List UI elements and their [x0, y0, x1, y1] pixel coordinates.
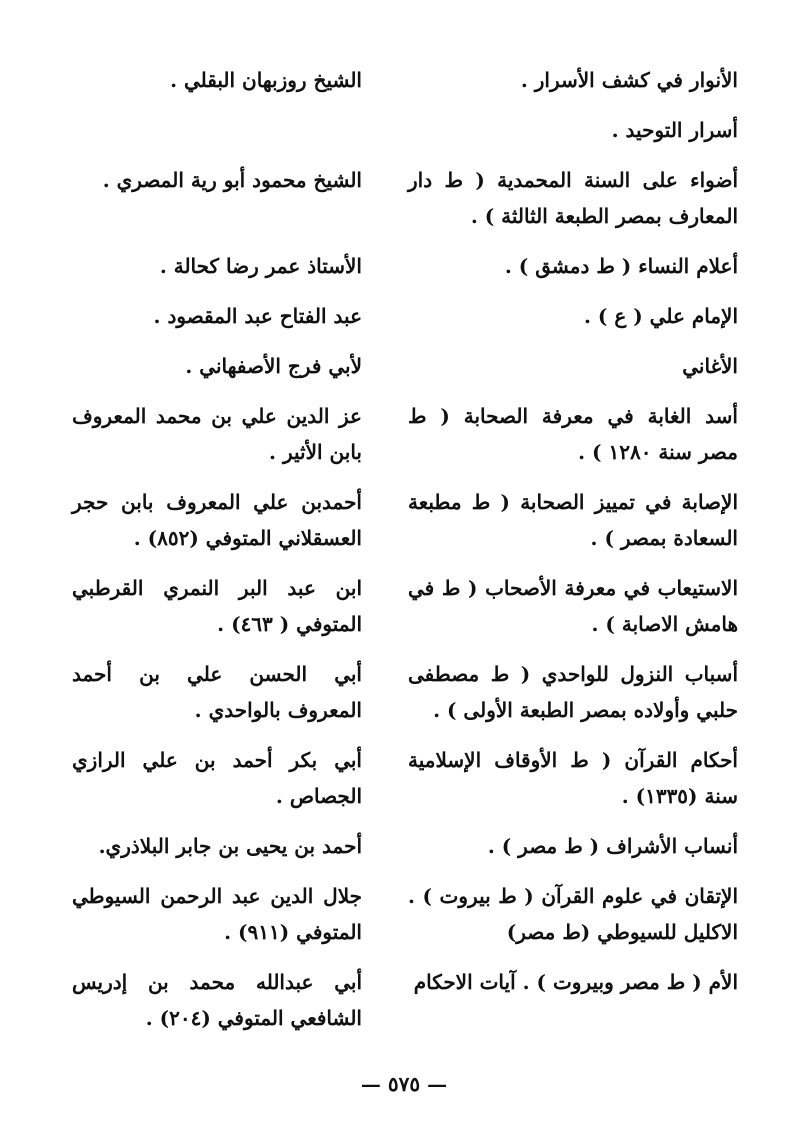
book-title: أسرار التوحيد .	[611, 118, 738, 142]
book-title: الإتقان في علوم القرآن ( ط بيروت ) . الاكليل للسيوطي (ط مصر)	[408, 884, 738, 944]
book-title: أحكام القرآن ( ط الأوقاف الإسلامية سنة (١٣٣٥) .	[408, 748, 738, 808]
book-author: أبي الحسن علي بن أحمد المعروف بالواحدي .	[72, 662, 362, 722]
book-title: الأم ( ط مصر وبيروت ) . آيات الاحكام	[413, 970, 738, 994]
list-item	[70, 828, 738, 864]
book-author: عبد الفتاح عبد المقصود .	[153, 304, 362, 328]
list-item	[70, 484, 738, 556]
book-author: الشيخ روزبهان البقلي .	[170, 68, 362, 92]
book-author: لأبي فرج الأصفهاني .	[185, 354, 362, 378]
list-item	[70, 398, 738, 470]
book-title: الإمام علي ( ع ) .	[583, 304, 738, 328]
list-item	[70, 112, 738, 148]
book-title: الأغاني	[682, 354, 738, 378]
book-author: الشيخ محمود أبو رية المصري .	[102, 168, 362, 192]
list-item	[70, 348, 738, 384]
bibliography-list	[70, 62, 738, 1050]
list-item	[70, 162, 738, 234]
book-title: أنساب الأشراف ( ط مصر ) .	[487, 834, 738, 858]
list-item	[70, 964, 738, 1036]
list-item	[70, 248, 738, 284]
book-author: جلال الدين عبد الرحمن السيوطي المتوفي (٩١١) .	[72, 884, 362, 944]
book-author: أبي بكر أحمد بن علي الرازي الجصاص .	[72, 748, 362, 808]
book-author: ابن عبد البر النمري القرطبي المتوفي ( ٤٦٣) .	[72, 576, 362, 636]
book-title: الإصابة في تمييز الصحابة ( ط مطبعة السعادة بمصر ) .	[408, 490, 738, 550]
list-item	[70, 570, 738, 642]
book-title: أسد الغابة في معرفة الصحابة ( ط مصر سنة ١٢٨٠ ) .	[408, 404, 738, 464]
list-item	[70, 62, 738, 98]
book-author: الأستاذ عمر رضا كحالة .	[159, 254, 362, 278]
book-title: أعلام النساء ( ط دمشق ) .	[504, 254, 738, 278]
book-title: الأنوار في كشف الأسرار .	[520, 68, 738, 92]
book-title: أسباب النزول للواحدي ( ط مصطفى حلبي وأولاده بمصر الطبعة الأولى ) .	[408, 662, 738, 722]
book-author: أبي عبدالله محمد بن إدريس الشافعي المتوفي (٢٠٤) .	[72, 970, 362, 1030]
list-item	[70, 298, 738, 334]
book-title: الاستيعاب في معرفة الأصحاب ( ط في هامش الاصابة ) .	[408, 576, 738, 636]
page-number: — ٥٧٥ —	[360, 1072, 448, 1096]
book-author: أحمدبن علي المعروف بابن حجر العسقلاني المتوفي (٨٥٢) .	[72, 490, 362, 550]
book-title: أضواء على السنة المحمدية ( ط دار المعارف بمصر الطبعة الثالثة ) .	[408, 168, 738, 228]
list-item	[70, 878, 738, 950]
list-item	[70, 656, 738, 728]
book-author: عز الدين علي بن محمد المعروف بابن الأثير .	[72, 404, 362, 464]
book-author: أحمد بن يحيى بن جابر البلاذري.	[98, 834, 362, 858]
list-item	[70, 742, 738, 814]
